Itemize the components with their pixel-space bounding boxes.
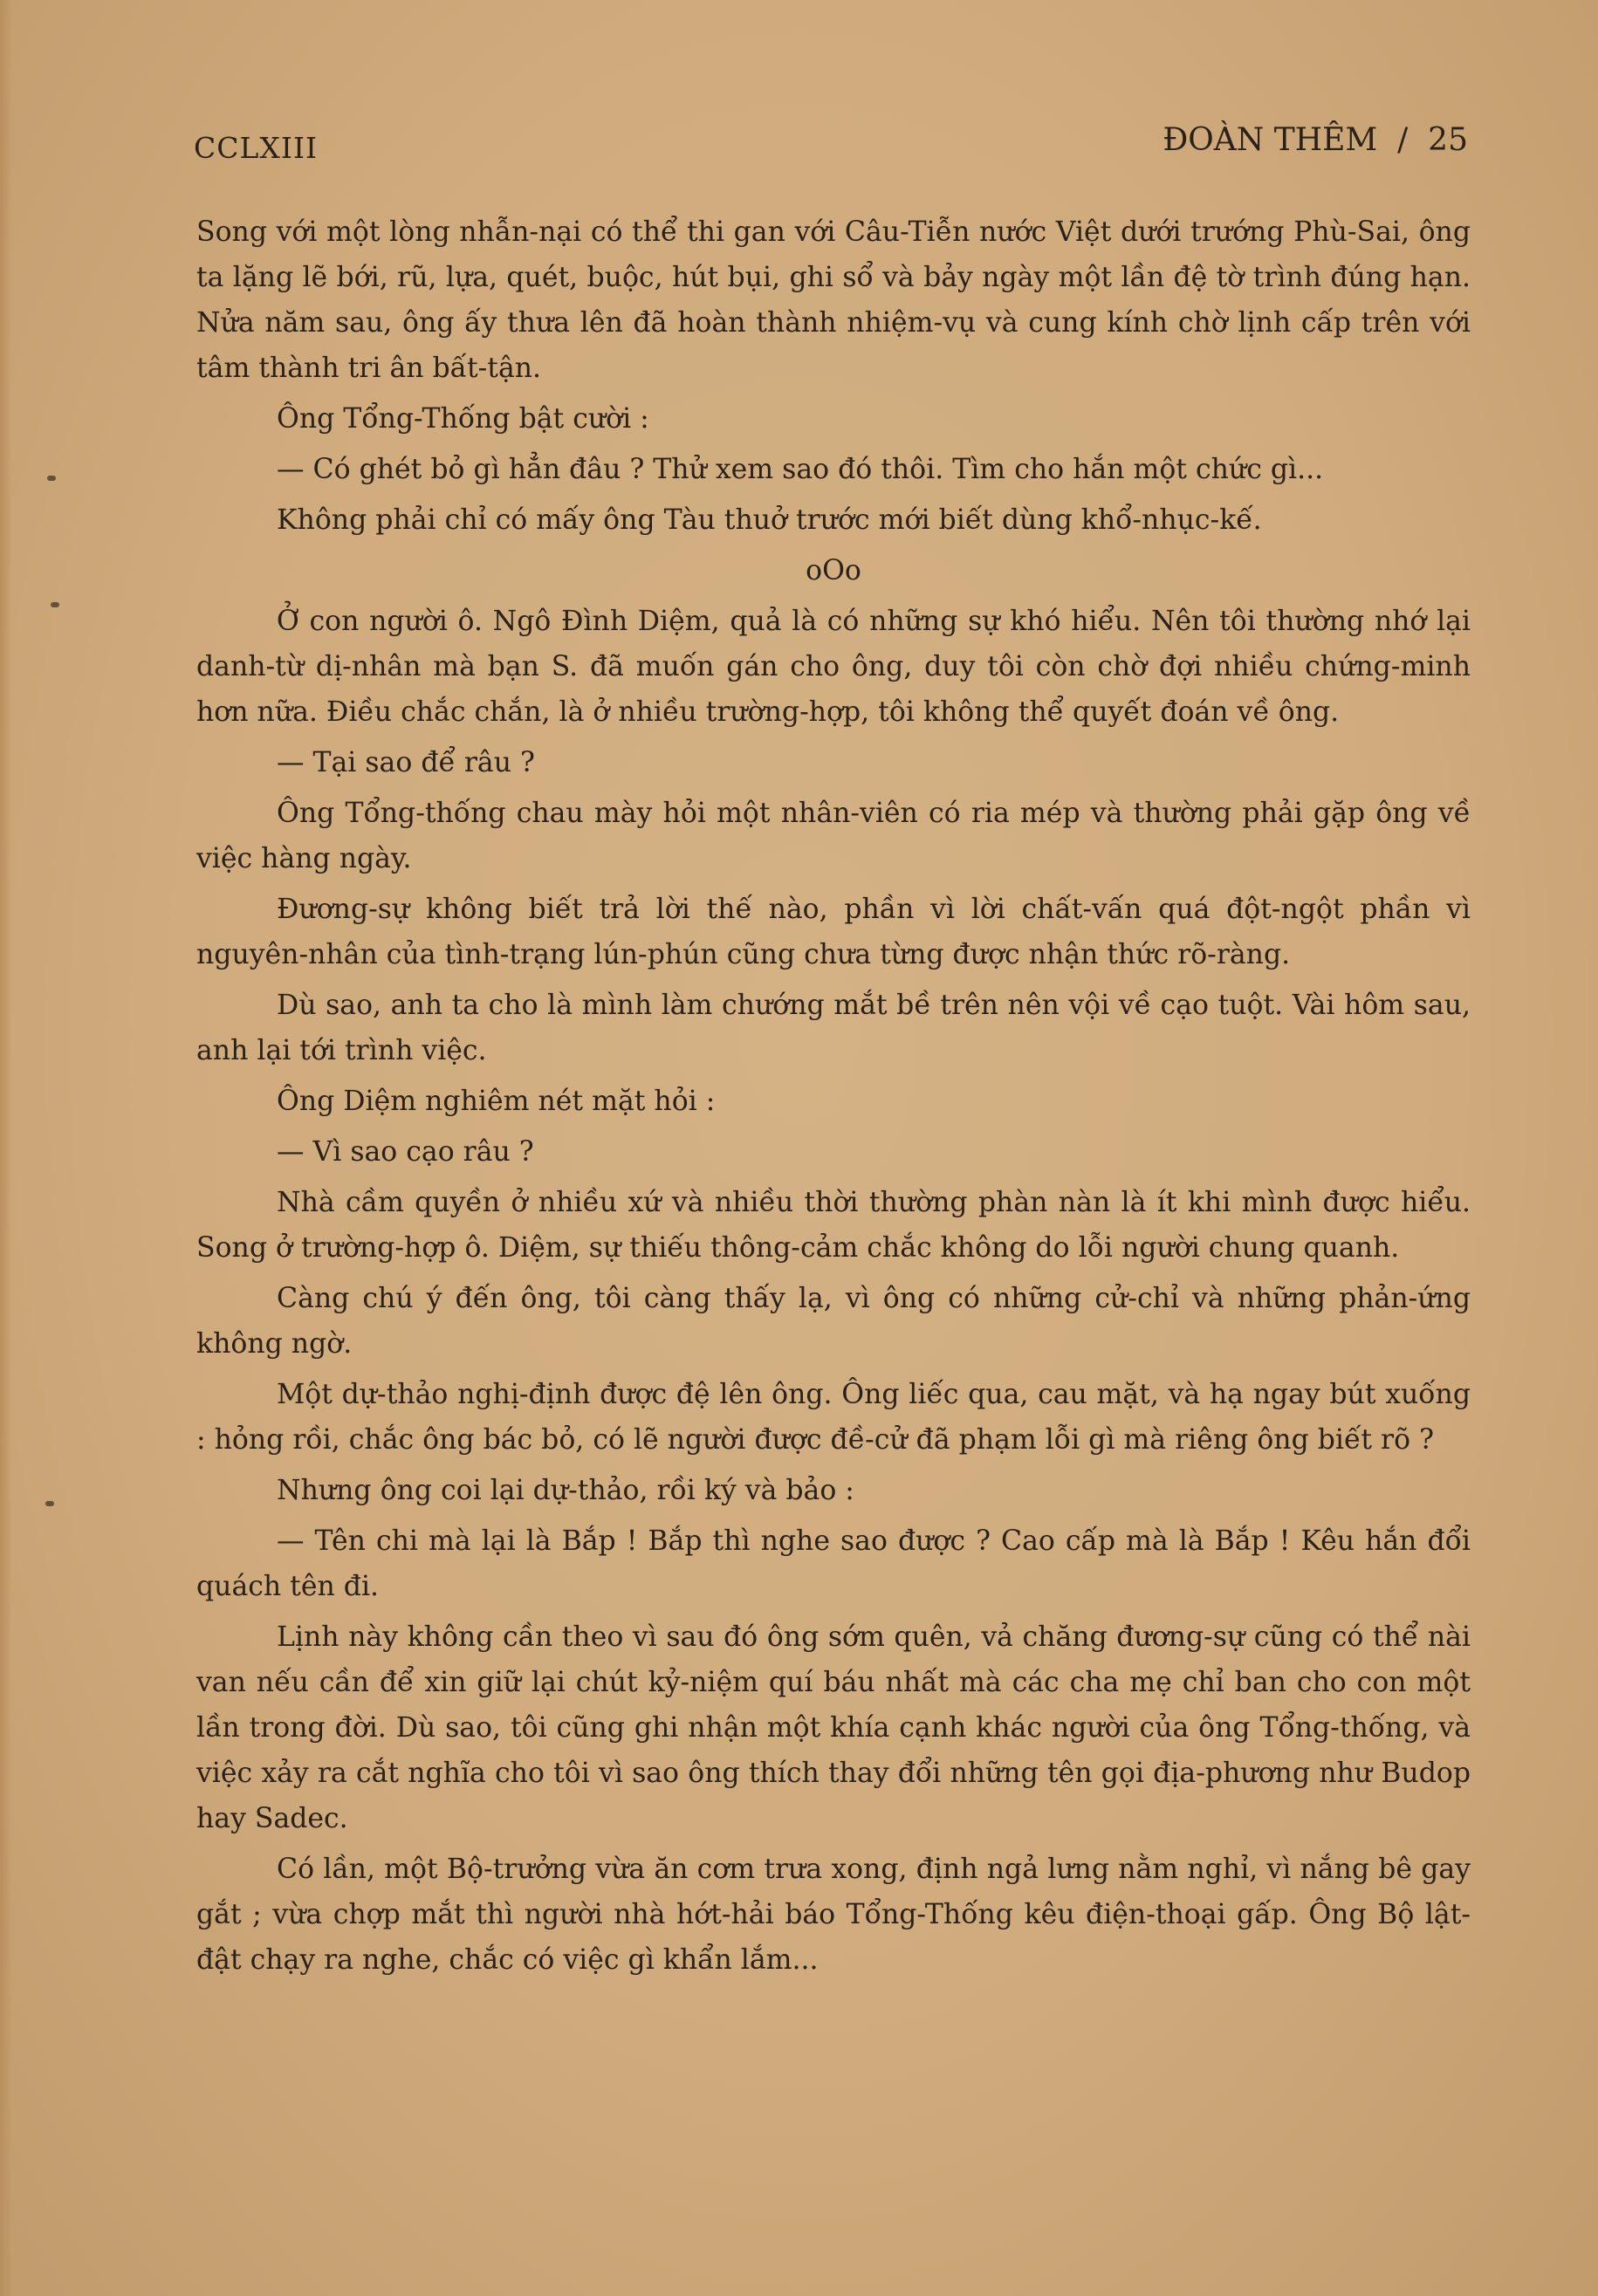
author-and-page-number: ĐOÀN THÊM / 25: [1162, 122, 1468, 158]
paragraph: Song với một lòng nhẫn-nại có thể thi gan với Câu-Tiễn nước Việt dưới trướng Phù-Sai, ông ta lặng lẽ bới, rũ, lựa, quét, buộc, hút bụi, ghi sổ và bảy ngày một lần đệ tờ trình đúng hạn. Nửa năm sau, ông ấy thưa lên đã hoàn thành nhiệm-vụ và cung kính chờ lịnh cấp trên với tâm thành tri ân bất-tận.: [196, 216, 1471, 384]
chapter-roman-numeral: CCLXIII: [194, 131, 319, 165]
paragraph: Một dự-thảo nghị-định được đệ lên ông. Ông liếc qua, cau mặt, và hạ ngay bút xuống : hỏng rồi, chắc ông bác bỏ, có lẽ người được đề-cử đã phạm lỗi gì mà riêng ông biết rõ ?: [196, 1379, 1471, 1456]
page-edge-shadow: [0, 0, 12, 2296]
paragraph: Có lần, một Bộ-trưởng vừa ăn cơm trưa xong, định ngả lưng nằm nghỉ, vì nắng bê gay gắt ; vừa chợp mắt thì người nhà hớt-hải báo Tổng-Thống kêu điện-thoại gấp. Ông Bộ lật-đật chạy ra nghe, chắc có việc gì khẩn lắm...: [196, 1854, 1471, 1976]
paragraph: Không phải chỉ có mấy ông Tàu thuở trước mới biết dùng khổ-nhục-kế.: [277, 504, 1262, 536]
paragraph: Ông Diệm nghiêm nét mặt hỏi :: [277, 1086, 716, 1117]
paragraph: — Có ghét bỏ gì hẳn đâu ? Thử xem sao đó thôi. Tìm cho hắn một chức gì...: [277, 454, 1324, 485]
paragraph: Dù sao, anh ta cho là mình làm chướng mắt bề trên nên vội về cạo tuột. Vài hôm sau, anh lại tới trình việc.: [196, 990, 1471, 1066]
paragraph: Ông Tổng-thống chau mày hỏi một nhân-viên có ria mép và thường phải gặp ông về việc hàng ngày.: [196, 798, 1471, 874]
paragraph: Ở con người ô. Ngô Đình Diệm, quả là có những sự khó hiểu. Nên tôi thường nhớ lại danh-từ dị-nhân mà bạn S. đã muốn gán cho ông, duy tôi còn chờ đợi nhiều chứng-minh hơn nữa. Điều chắc chắn, là ở nhiều trường-hợp, tôi không thể quyết đoán về ông.: [196, 606, 1471, 728]
paragraph: Nhà cầm quyền ở nhiều xứ và nhiều thời thường phàn nàn là ít khi mình được hiểu. Song ở trường-hợp ô. Diệm, sự thiếu thông-cảm chắc không do lỗi người chung quanh.: [196, 1187, 1471, 1264]
paragraph: — Tên chi mà lại là Bắp ! Bắp thì nghe sao được ? Cao cấp mà là Bắp ! Kêu hắn đổi quách tên đi.: [196, 1525, 1471, 1602]
paragraph: — Vì sao cạo râu ?: [277, 1136, 534, 1168]
paragraph: — Tại sao để râu ?: [277, 747, 535, 778]
margin-ink-speck: [47, 476, 56, 481]
paragraph: Nhưng ông coi lại dự-thảo, rồi ký và bảo :: [277, 1475, 854, 1506]
section-separator: oOo: [806, 555, 861, 586]
margin-ink-speck: [51, 602, 59, 607]
paragraph: Càng chú ý đến ông, tôi càng thấy lạ, vì ông có những cử-chỉ và những phản-ứng không ngờ.: [196, 1283, 1471, 1360]
paragraph: Ông Tổng-Thống bật cười :: [277, 403, 649, 435]
paragraph: Lịnh này không cần theo vì sau đó ông sớm quên, vả chăng đương-sự cũng có thể nài van nếu cần để xin giữ lại chút kỷ-niệm quí báu nhất mà các cha mẹ chỉ ban cho con một lần trong đời. Dù sao, tôi cũng ghi nhận một khía cạnh khác người của ông Tổng-thống, và việc xảy ra cắt nghĩa cho tôi vì sao ông thích thay đổi những tên gọi địa-phương như Budop hay Sadec.: [196, 1621, 1471, 1834]
paragraph: Đương-sự không biết trả lời thế nào, phần vì lời chất-vấn quá đột-ngột phần vì nguyên-nhân của tình-trạng lún-phún cũng chưa từng được nhận thức rõ-ràng.: [196, 894, 1471, 970]
margin-ink-speck: [45, 1501, 54, 1506]
body-text: [196, 209, 1471, 1988]
page-header: [194, 122, 1468, 175]
